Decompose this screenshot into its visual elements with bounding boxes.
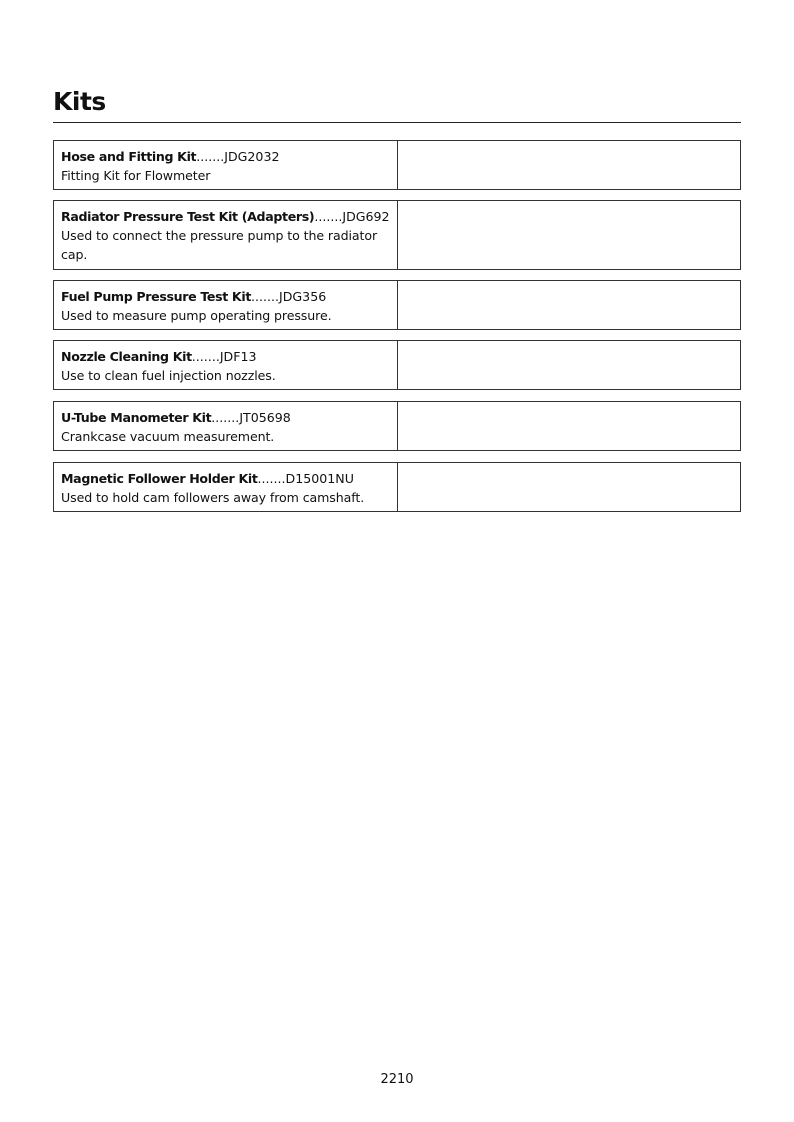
dot-leader: ....... <box>191 349 220 364</box>
kit-heading <box>61 287 390 306</box>
kit-heading <box>61 207 390 226</box>
kit-image-cell <box>398 463 740 511</box>
kit-description: Fitting Kit for Flowmeter <box>61 168 211 183</box>
dot-leader: ....... <box>211 410 240 425</box>
kit-info <box>54 201 398 269</box>
kit-description: Crankcase vacuum measurement. <box>61 429 275 444</box>
kit-entry-magnetic-follower-holder <box>53 462 741 512</box>
kit-part-number: JDF13 <box>219 349 257 364</box>
kit-info <box>54 463 398 511</box>
kit-info <box>54 402 398 450</box>
kit-entry-radiator-pressure <box>53 200 741 270</box>
kit-name: Magnetic Follower Holder Kit <box>61 471 258 486</box>
kit-image-cell <box>398 201 740 269</box>
kit-description: Used to connect the pressure pump to the radiator cap. <box>61 228 378 262</box>
page-title: Kits <box>53 87 106 116</box>
kit-name: Radiator Pressure Test Kit (Adapters) <box>61 209 315 224</box>
kit-description: Used to hold cam followers away from camshaft. <box>61 490 365 505</box>
kit-part-number: JDG356 <box>279 289 327 304</box>
kit-image-cell <box>398 281 740 329</box>
kit-heading <box>61 469 390 488</box>
kit-part-number: JDG692 <box>342 209 390 224</box>
kit-name: Fuel Pump Pressure Test Kit <box>61 289 251 304</box>
kit-info <box>54 141 398 189</box>
kit-entry-fuel-pump-pressure <box>53 280 741 330</box>
title-divider <box>53 122 741 123</box>
kit-heading <box>61 408 390 427</box>
kit-image-cell <box>398 341 740 389</box>
kit-description: Used to measure pump operating pressure. <box>61 308 332 323</box>
kit-entry-u-tube-manometer <box>53 401 741 451</box>
dot-leader: ....... <box>250 289 280 304</box>
page-number: 2210 <box>380 1072 414 1087</box>
kit-part-number: D15001NU <box>285 471 354 486</box>
dot-leader: ....... <box>257 471 286 486</box>
kit-entry-nozzle-cleaning <box>53 340 741 390</box>
dot-leader: ....... <box>314 209 343 224</box>
kit-entry-hose-fitting <box>53 140 741 190</box>
kit-image-cell <box>398 402 740 450</box>
kit-image-cell <box>398 141 740 189</box>
kit-part-number: JT05698 <box>239 410 291 425</box>
kit-heading <box>61 347 390 366</box>
kit-info <box>54 281 398 329</box>
kit-description: Use to clean fuel injection nozzles. <box>61 368 276 383</box>
dot-leader: ....... <box>196 149 225 164</box>
kit-name: Hose and Fitting Kit <box>61 149 197 164</box>
kit-part-number: JDG2032 <box>224 149 280 164</box>
kit-name: U-Tube Manometer Kit <box>61 410 212 425</box>
kit-info <box>54 341 398 389</box>
kit-name: Nozzle Cleaning Kit <box>61 349 192 364</box>
kit-heading <box>61 147 390 166</box>
